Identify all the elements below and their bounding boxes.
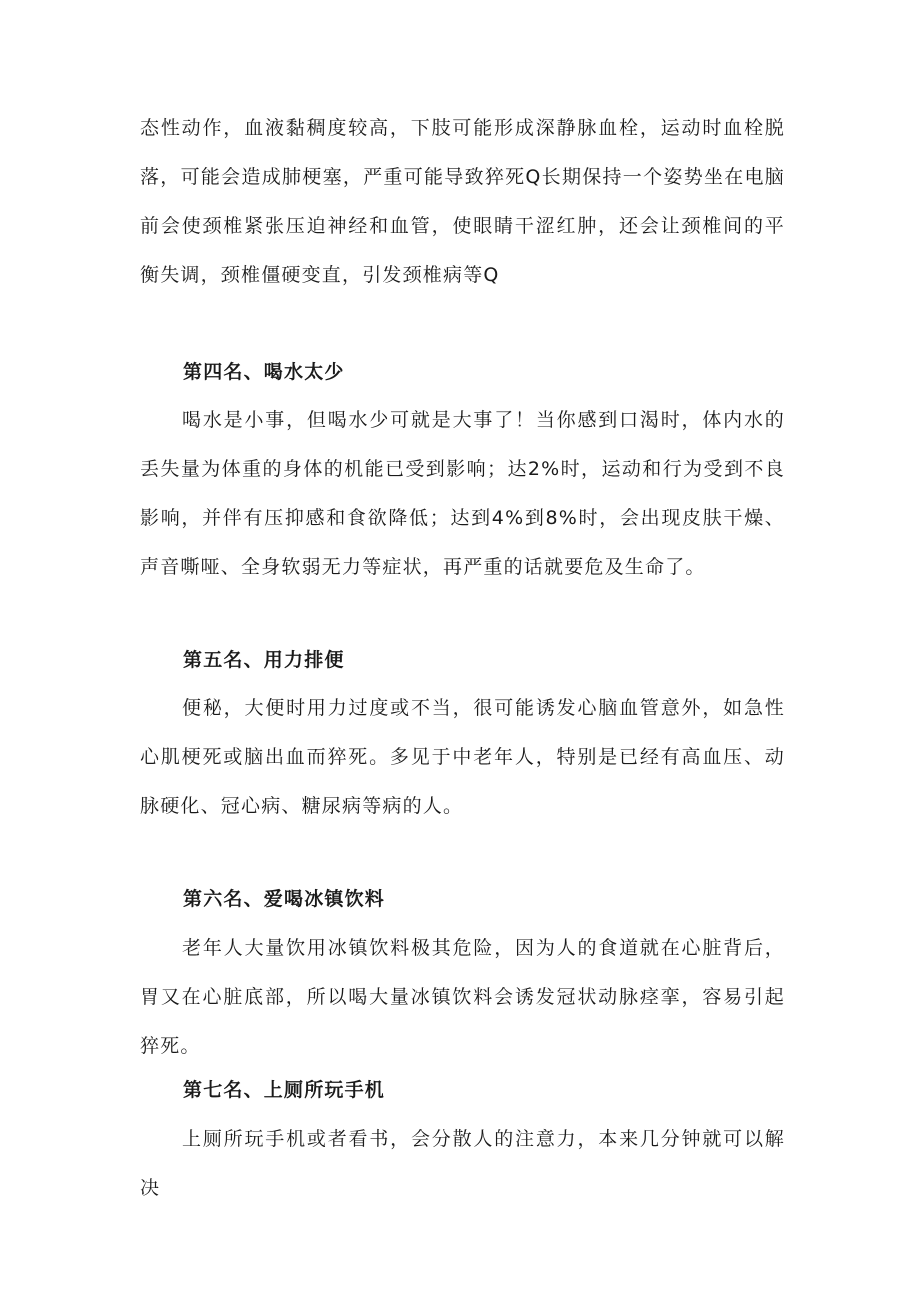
section-body-7: 上厕所玩手机或者看书，会分散人的注意力，本来几分钟就可以解决 [140, 1128, 785, 1199]
section-heading-5: 第五名、用力排便 [183, 649, 345, 671]
section-body-5: 便秘，大便时用力过度或不当，很可能诱发心脑血管意外，如急性心肌梗死或脑出血而猝死。多见于中老年人，特别是已经有高血压、动脉硬化、冠心病、糖尿病等病的人。 [140, 697, 785, 817]
section-body-6: 老年人大量饮用冰镇饮料极其危险，因为人的食道就在心脏背后，胃又在心脏底部，所以喝大量冰镇饮料会诱发冠状动脉痉挛，容易引起猝死。 [140, 937, 785, 1057]
paragraph-continuation: 态性动作，血液黏稠度较高，下肢可能形成深静脉血栓，运动时血栓脱落，可能会造成肺梗塞，严重可能导致猝死Q长期保持一个姿势坐在电脑前会使颈椎紧张压迫神经和血管，使眼睛干涩红肿，还会让颈椎间的平衡失调，颈椎僵硬变直，引发颈椎病等Q [140, 117, 785, 286]
section-heading-4: 第四名、喝水太少 [183, 361, 345, 383]
section-heading-6: 第六名、爱喝冰镇饮料 [183, 888, 386, 910]
section-body-4: 喝水是小事，但喝水少可就是大事了！当你感到口渴时，体内水的丢失量为体重的身体的机能已受到影响；达2%时，运动和行为受到不良影响，并伴有压抑感和食欲降低；达到4%到8%时，会出现皮肤干燥、声音嘶哑、全身软弱无力等症状，再严重的话就要危及生命了。 [140, 409, 785, 578]
section-heading-7: 第七名、上厕所玩手机 [183, 1079, 386, 1101]
